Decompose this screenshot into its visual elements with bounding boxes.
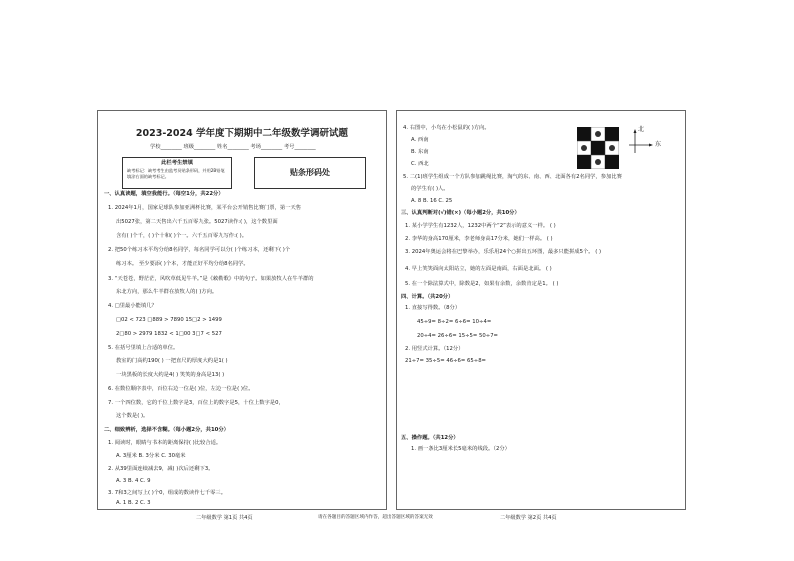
barcode-label: 贴条形码处 [290,168,330,177]
animal-grid-picture [577,127,619,169]
judge-line: 4. 早上笑笑面向太阳站立，她的左面是南面，右面是北面。 ( ) [405,266,552,272]
question-line: □02 < 723 □889 > 7890 15□2 > 1499 [116,317,222,323]
calc-row: 45÷9= 8÷2= 6÷6= 10÷4= [417,319,492,325]
judge-line: 1. 某小学学生有1232人，1232中两个“2”表示的意义一样。 ( ) [405,223,556,229]
compass-north-label: 北 [638,126,645,133]
question-line: 5. 二(1)班学生组成一个方队参加跳绳比赛，淘气的东、南、西、北面各有2名同学，参加比赛 [403,174,622,180]
question-line: 2. 用竖式计算。（12分） [405,346,464,352]
section-1-heading: 一、认真读题，填空我能行。（每空1分，共22分） [104,191,224,197]
question-line: 4. □里最小能填几？ [108,303,157,309]
judge-line: 5. 在一个除法算式中，除数是2，如果有余数，余数肯定是1。 ( ) [405,281,559,287]
option-line: B. 东南 [411,149,429,155]
question-line: 教室的门高约190( ) 一把直尺的厚度大约是1( ) [116,358,228,364]
question-line: 的学生有( )人。 [411,186,449,192]
calc-row: 20÷4= 26÷6= 15÷5= 50÷7= [417,333,498,339]
question-line: 2□80 > 2979 1832 < 1□00 3□7 < 527 [116,331,222,337]
page-1-footer: 二年级数学 第1页 共4页 [196,515,253,521]
question-line: 出5027张，第二天售出六千五百零九张。5027读作:( )，这个数里面 [116,219,278,225]
question-line: 这个数是( )。 [116,413,149,419]
notice-title: 此栏考生禁填 [161,160,193,166]
option-line: A. 3厘米 B. 3分米 C. 30毫米 [116,453,186,459]
exam-page-2 [396,110,686,510]
judge-line: 3. 2024年奥运会将在巴黎举办，乐乐用24个○拼出五环图，最多只能拼成5个。 ( ) [405,249,602,255]
section-4-heading: 四、计算。（共20分） [401,294,454,300]
question-line: 一块黑板的长度大约是4( ) 笑笑的身高是13( ) [116,372,225,378]
question-line: 4. 右图中，小鸟在小松鼠的( )方向。 [403,125,490,131]
notice-body: 缺考标记：缺考考生由监考员贴条形码，并用2B铅笔填涂右面的缺考标记。 [127,168,225,179]
option-line: A. 1 B. 2 C. 3 [116,500,151,506]
compass-icon [629,127,665,157]
option-line: A. 8 B. 16 C. 25 [411,198,453,204]
question-line: 1. 画一条比3厘米长5毫米的线段。（2分） [411,446,510,452]
question-line: 1. 2024年1月，国家足球队参加亚洲杯比赛，某平台公开销售比赛门票，第一天售 [108,205,302,211]
question-line: 2. 从39里面连续减去9，减( )次后还剩下3。 [108,466,214,472]
option-line: A. 西南 [411,137,429,143]
question-line: 3. 7和3之间写上( )个0，组成的数读作七千零三。 [108,490,227,496]
question-line: 1. 阅读时，眼睛与书本的距离保持( )比较合适。 [108,440,222,446]
question-line: 东北方向，那么牛羊群在放牧人的( )方向。 [116,289,218,295]
exam-page-1 [97,110,387,510]
exam-title: 2023-2024 学年度下期期中二年级数学调研试题 [135,128,349,139]
question-line: 1. 直接写得数。（8分） [405,305,461,311]
answer-area-notice: 请在各题目的答题区域内作答，超出答题区域的答案无效 [318,515,433,520]
judge-line: 2. 李华的身高170厘米，李老师身高17分米，她们一样高。 ( ) [405,236,553,242]
question-line: 5. 在括号里填上合适的单位。 [108,345,179,351]
option-line: A. 3 B. 4 C. 9 [116,478,151,484]
notice-box [122,157,232,189]
question-line: 6. 在数位顺序表中，百位右边一位是( )位，左边一位是( )位。 [108,386,254,392]
page-2-footer: 二年级数学 第2页 共4页 [500,515,557,521]
question-line: 2. 把50个练习本平均分给8名同学，每名同学可以分( )个练习本，还剩下( )个 [108,247,291,253]
section-3-heading: 三、认真判断对(√)错(×)（每小题2分，共10分） [401,210,520,216]
barcode-area [254,157,366,189]
student-info-line: 学校________ 班级________ 姓名________ 考场________ 考号________ [150,144,316,150]
question-line: 7. 一个四位数，它的千位上数字是3，百位上的数字是5，十位上数字是0， [108,400,284,406]
section-2-heading: 二、细致辨析，选择不含糊。（每小题2分，共10分） [104,427,229,433]
question-line: 3. “天苍苍，野茫茫，风吹草低见牛羊。”是《敕勒歌》中的句子。如果放牧人在牛羊群的 [108,276,314,282]
section-5-heading: 五、操作题。（共12分） [401,435,459,441]
option-line: C. 西北 [411,161,429,167]
question-line: 练习本。 至少要添( )个本，才能正好平均分给8名同学。 [116,261,249,267]
question-line: 含有( )个千，( )个十和( )个一。六千五百零九写作:( )。 [116,233,247,239]
compass-east-label: 东 [655,141,662,148]
calc-row: 21÷7= 35÷5= 46÷6= 65÷8= [405,358,486,364]
